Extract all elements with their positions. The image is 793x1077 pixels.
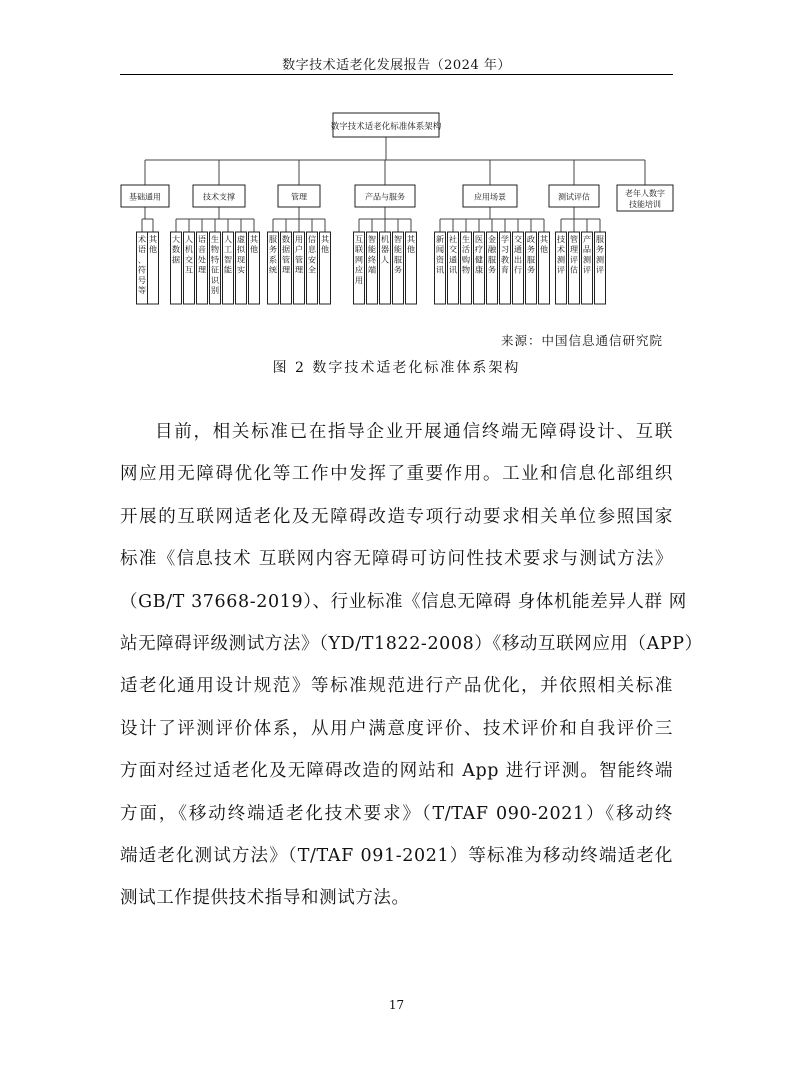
leaf-node-label: 用户管理 (294, 234, 304, 275)
root-node-label: 数字技术适老化标准体系架构 (330, 122, 442, 132)
leaf-node-label: 语音处理 (197, 234, 207, 275)
leaf-node-label: 数据管理 (281, 234, 291, 275)
paragraph-line: 目前，相关标准已在指导企业开展通信终端无障碍设计、互联 (155, 422, 673, 442)
group-node-label: 技能培训 (629, 200, 661, 209)
group-node-label: 管理 (291, 192, 307, 202)
leaf-node-label: 医疗健康 (474, 234, 484, 275)
leaf-node-label: 术语、符号等 (137, 234, 147, 295)
leaf-node-label: 服务测评 (595, 234, 605, 275)
paragraph-line: 站无障碍评级测试方法》（YD/T1822-2008）《移动互联网应用（APP） (120, 633, 703, 654)
paragraph-line: 方面，《移动终端适老化技术要求》（T/TAF 090-2021）《移动终 (120, 803, 673, 824)
leaf-node-label: 智能服务 (393, 234, 403, 275)
leaf-node-label: 其他 (539, 234, 549, 255)
leaf-node-label: 管理评估 (569, 234, 579, 275)
leaf-node-label: 信息安全 (307, 234, 317, 275)
leaf-node-label: 人机交互 (184, 234, 194, 275)
paragraph-line: 设计了评测评价体系，从用户满意度评价、技术评价和自我评价三 (120, 718, 673, 739)
leaf-node-label: 新闻资讯 (435, 234, 445, 275)
page-number: 17 (388, 998, 405, 1012)
group-node-label: 老年人数字 (625, 189, 665, 198)
leaf-node-label: 产品测评 (582, 234, 592, 275)
leaf-node-label: 生物特征识别 (210, 234, 220, 295)
leaf-node-label: 机器人 (380, 234, 390, 265)
group-node-label: 技术支撑 (203, 192, 235, 202)
leaf-node-label: 学习教育 (500, 234, 510, 275)
leaf-node-label: 生活购物 (461, 234, 471, 275)
leaf-node-label: 其他 (148, 234, 158, 255)
leaf-node-label: 互联网应用 (354, 234, 364, 285)
figure-caption: 图 2 数字技术适老化标准体系架构 (272, 360, 521, 376)
leaf-node-label: 智能终端 (367, 234, 377, 275)
paragraph-line: 适老化通用设计规范》等标准规范进行产品优化，并依照相关标准 (120, 676, 673, 697)
paragraph-line: 网应用无障碍优化等工作中发挥了重要作用。工业和信息化部组织 (120, 464, 673, 485)
running-header: 数字技术适老化发展报告（2024 年） (282, 58, 511, 73)
paragraph-line: （GB/T 37668-2019）、行业标准《信息无障碍 身体机能差异人群 网 (120, 591, 687, 612)
paragraph-line: 方面对经过适老化及无障碍改造的网站和 App 进行评测。智能终端 (120, 761, 673, 782)
paragraph-line: 测试工作提供技术指导和测试方法。 (120, 888, 410, 909)
leaf-node-label: 人工智能 (223, 234, 233, 275)
paragraph-line: 端适老化测试方法》（T/TAF 091-2021）等标准为移动终端适老化 (120, 845, 673, 866)
leaf-node-label: 技术测评 (556, 234, 566, 275)
leaf-node-label: 其他 (320, 234, 330, 255)
standards-architecture-diagram (0, 0, 793, 330)
leaf-node-label: 其他 (406, 234, 416, 255)
leaf-node-label: 政务服务 (526, 234, 536, 275)
group-node-label: 应用场景 (474, 192, 506, 202)
leaf-node-label: 服务系统 (268, 234, 278, 275)
figure-source: 来源：中国信息通信研究院 (500, 333, 663, 348)
leaf-node-label: 虚拟现实 (236, 234, 246, 275)
group-node-label: 基础通用 (129, 192, 161, 202)
paragraph-line: 开展的互联网适老化及无障碍改造专项行动要求相关单位参照国家 (120, 506, 673, 527)
leaf-node-label: 其他 (249, 234, 259, 255)
body-paragraph (120, 411, 703, 920)
paragraph-line: 标准《信息技术 互联网内容无障碍可访问性技术要求与测试方法》 (120, 549, 673, 570)
group-node-label: 测试评估 (558, 192, 590, 202)
leaf-node-label: 金融服务 (487, 234, 497, 275)
leaf-node-label: 社交通讯 (448, 234, 458, 275)
group-node-label: 产品与服务 (365, 192, 405, 202)
leaf-node-label: 大数据 (171, 234, 181, 265)
leaf-node-label: 交通出行 (513, 234, 523, 275)
